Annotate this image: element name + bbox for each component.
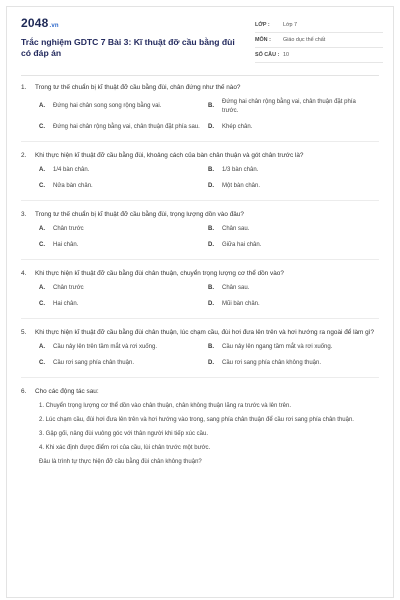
option-a[interactable] <box>39 98 208 115</box>
option-text: Khép chân. <box>222 124 253 130</box>
option-d[interactable] <box>208 182 377 191</box>
site-logo[interactable]: 2048.vn <box>21 16 59 30</box>
option-a[interactable] <box>39 284 208 293</box>
option-letter: D. <box>208 301 214 307</box>
question-6 <box>7 387 393 467</box>
option-text: Đứng hai chân rộng bằng vai, chân thuận đặt phía sau. <box>53 124 200 130</box>
meta-value: Giáo dục thể chất <box>283 37 326 43</box>
option-a[interactable] <box>39 166 208 175</box>
header <box>7 7 393 67</box>
question-text: Khi thực hiện kĩ thuật đỡ cầu bằng đùi, khoảng cách của bàn chân thuận và gót chân trước là? <box>35 151 304 159</box>
option-text: Giữa hai chân. <box>222 242 262 248</box>
option-text: 1/3 bàn chân. <box>222 166 259 173</box>
option-b[interactable] <box>208 98 377 115</box>
question-3 <box>7 210 393 250</box>
question-divider <box>21 377 379 378</box>
worksheet-page <box>6 6 394 598</box>
option-letter: C. <box>39 183 45 189</box>
option-d[interactable] <box>208 300 377 309</box>
option-text: Hai chân. <box>53 242 79 248</box>
option-text: Chân sau. <box>222 225 250 232</box>
option-letter: A. <box>39 166 45 173</box>
option-letter: A. <box>39 103 45 110</box>
option-letter: C. <box>39 301 45 307</box>
option-letter: A. <box>39 343 45 350</box>
option-letter: B. <box>208 103 214 110</box>
meta-info <box>255 18 383 63</box>
option-text: Cầu nảy lên trên tầm mắt và rơi xuống. <box>53 343 157 350</box>
option-c[interactable] <box>39 182 208 191</box>
meta-value: 10 <box>283 52 289 58</box>
option-c[interactable] <box>39 241 208 250</box>
option-text: Chân trước <box>53 225 84 232</box>
statement-item: 4. Khi xác định được điểm rơi của cầu, lùi chân trước một bước. <box>39 444 211 451</box>
question-text: Trong tư thế chuẩn bị kĩ thuật đỡ cầu bằng đùi, chân đứng như thế nào? <box>35 84 241 91</box>
question-2 <box>7 151 393 191</box>
option-d[interactable] <box>208 359 377 368</box>
question-5 <box>7 328 393 368</box>
option-text: Cầu rơi sang phía chân không thuận. <box>222 360 322 366</box>
question-text: Cho các động tác sau: <box>35 387 99 395</box>
option-text: 1/4 bàn chân. <box>53 166 90 173</box>
question-list <box>7 83 393 467</box>
option-letter: D. <box>208 242 214 248</box>
option-letter: C. <box>39 242 45 248</box>
option-a[interactable] <box>39 225 208 234</box>
option-letter: B. <box>208 166 214 173</box>
meta-row-count <box>255 48 383 63</box>
meta-row-class <box>255 18 383 33</box>
option-text: Chân trước <box>53 284 84 291</box>
meta-value: Lớp 7 <box>283 22 298 28</box>
option-text: Chân sau. <box>222 284 250 291</box>
option-b[interactable] <box>208 166 377 175</box>
option-c[interactable] <box>39 123 208 132</box>
option-text: Cầu nảy lên ngang tầm mắt và rơi xuống. <box>222 343 333 350</box>
option-letter: A. <box>39 225 45 232</box>
option-d[interactable] <box>208 123 377 132</box>
question-divider <box>21 318 379 319</box>
option-b[interactable] <box>208 225 377 234</box>
option-letter: B. <box>208 225 214 232</box>
question-number: 5. <box>21 328 27 336</box>
option-text: Một bàn chân. <box>222 183 261 189</box>
statement-item: 1. Chuyển trọng lượng cơ thể dồn vào chân thuận, chân không thuận lăng ra trước và lên trên. <box>39 402 291 409</box>
statement-item: 2. Lúc chạm cầu, đùi hơi đưa lên trên và hơi hướng vào trong, sang phía chân thuận để cầu rơi sang phía chân thuận. <box>39 416 354 423</box>
option-letter: D. <box>208 360 214 366</box>
question-1 <box>7 83 393 132</box>
meta-row-subject <box>255 33 383 48</box>
question-number: 4. <box>21 269 27 277</box>
meta-label: MÔN : <box>255 37 271 43</box>
question-divider <box>21 141 379 142</box>
question-number: 2. <box>21 151 27 159</box>
option-letter: C. <box>39 360 45 366</box>
option-letter: D. <box>208 183 214 189</box>
option-c[interactable] <box>39 300 208 309</box>
statement-list <box>39 402 377 453</box>
option-letter: B. <box>208 343 214 350</box>
question-divider <box>21 259 379 260</box>
header-divider <box>21 75 379 76</box>
option-text: Cầu rơi sang phía chân thuận. <box>53 360 134 366</box>
option-text: Đứng hai chân rộng bằng vai, chân thuận đặt phía trước. <box>222 99 356 114</box>
option-letter: A. <box>39 284 45 291</box>
option-a[interactable] <box>39 343 208 352</box>
question-4 <box>7 269 393 309</box>
option-text: Hai chân. <box>53 301 79 307</box>
question-number: 1. <box>21 84 27 91</box>
option-letter: C. <box>39 124 45 130</box>
question-text: Trong tư thế chuẩn bị kĩ thuật đỡ cầu bằng đùi, trọng lượng dồn vào đâu? <box>35 210 244 218</box>
option-c[interactable] <box>39 359 208 368</box>
question-text: Khi thực hiện kĩ thuật đỡ cầu bằng đùi chân thuận, chuyển trọng lượng cơ thể dồn vào? <box>35 269 284 277</box>
option-b[interactable] <box>208 343 377 352</box>
option-text: Đứng hai chân song song rộng bằng vai. <box>53 103 162 110</box>
page-title: Trắc nghiệm GDTC 7 Bài 3: Kĩ thuật đỡ cầu bằng đùi có đáp án <box>21 37 235 58</box>
option-letter: D. <box>208 124 214 130</box>
question-number: 3. <box>21 210 27 218</box>
option-text: Mũi bàn chân. <box>222 301 260 307</box>
option-b[interactable] <box>208 284 377 293</box>
statement-item: 3. Gập gối, nâng đùi vuông góc với thân người khi tiếp xúc cầu. <box>39 430 208 437</box>
meta-label: SỐ CÂU : <box>255 52 280 58</box>
question-number: 6. <box>21 387 27 395</box>
question-prompt: Đâu là trình tự thực hiện đỡ cầu bằng đùi chân không thuận? <box>39 458 202 465</box>
option-d[interactable] <box>208 241 377 250</box>
option-letter: B. <box>208 284 214 291</box>
meta-label: LỚP : <box>255 22 270 28</box>
question-divider <box>21 200 379 201</box>
option-text: Nửa bàn chân. <box>53 183 93 189</box>
question-text: Khi thực hiện kĩ thuật đỡ cầu bằng đùi chân thuận, lúc chạm cầu, đùi hơi đưa lên trên và hơi hướng ra ngoài để làm gì? <box>35 328 375 336</box>
